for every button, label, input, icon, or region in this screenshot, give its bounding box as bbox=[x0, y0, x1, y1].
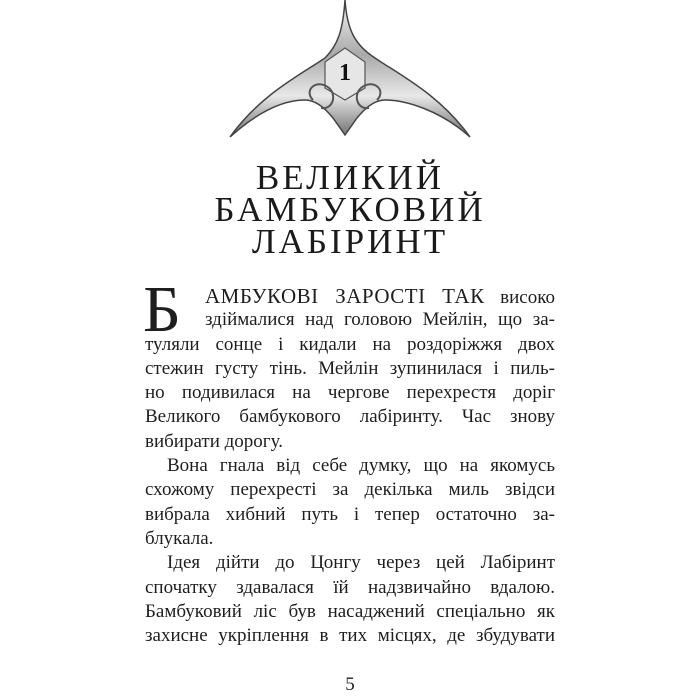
chapter-title-line: БАМБУКОВИЙ bbox=[214, 190, 486, 229]
text-line: вибирати дорогу. bbox=[145, 430, 283, 452]
text-line: Вона гнала від себе думку, що на якомусь bbox=[167, 455, 555, 477]
text-line: вибрала хибний путь і тепер остаточно за- bbox=[145, 503, 555, 525]
text-line: захисне укріплення в тих місцях, де збудувати bbox=[145, 625, 555, 647]
text-line: блукала. bbox=[145, 527, 214, 549]
text-line bbox=[205, 284, 555, 308]
text-line: схожому перехресті за декілька миль звідси bbox=[145, 479, 555, 501]
text-line: спочатку здавалася їй надзвичайно вдалою. bbox=[145, 576, 555, 598]
text-line: здіймалися над головою Мейлін, що за- bbox=[205, 309, 555, 331]
text-line: Великого бамбукового лабіринту. Час знову bbox=[145, 406, 555, 428]
text-line: Бамбуковий ліс був насаджений спеціально як bbox=[145, 600, 555, 622]
text-line: стежин густу тінь. Мейлін зупинилася і пиль- bbox=[145, 357, 555, 379]
body-text bbox=[143, 273, 555, 648]
text-line: туляли сонце і кидали на роздоріжжя двох bbox=[145, 333, 555, 355]
text-line: но подивилася на чергове перехрестя доріг bbox=[145, 382, 555, 404]
page-number: 5 bbox=[345, 674, 355, 695]
drop-cap: Б bbox=[143, 273, 181, 346]
text-line: Ідея дійти до Цонгу через цей Лабіринт bbox=[167, 552, 555, 574]
chapter-title-line: ЛАБІРИНТ bbox=[251, 222, 449, 261]
small-caps-lead: АМБУКОВІ ЗАРОСТІ ТАК bbox=[205, 284, 485, 308]
lead-word: високо bbox=[500, 287, 555, 308]
chapter-number: 1 bbox=[339, 60, 351, 86]
chapter-title-line: ВЕЛИКИЙ bbox=[255, 158, 445, 197]
